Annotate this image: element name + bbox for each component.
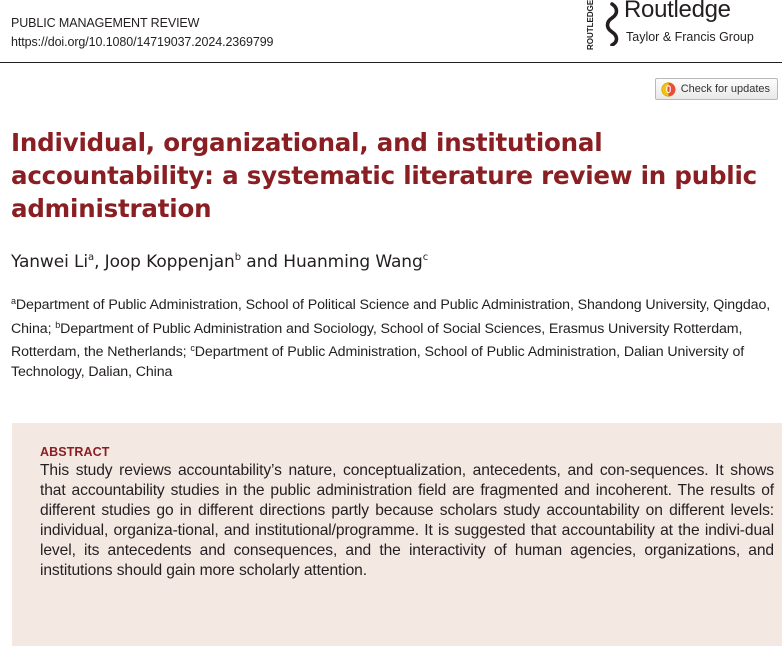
journal-name: PUBLIC MANAGEMENT REVIEW	[11, 16, 200, 30]
journal-header	[11, 14, 273, 52]
author-separator: ,	[94, 252, 105, 272]
affiliation-text: Department of Public Administration, School of Public Administration, Dalian University of Technology, Dalian, China	[11, 344, 745, 380]
check-for-updates-button[interactable]	[655, 78, 778, 100]
author-name[interactable]: Joop Koppenjan	[104, 252, 235, 272]
publisher-name: Routledge	[624, 0, 731, 23]
header-divider	[0, 62, 782, 63]
author-list	[11, 246, 428, 274]
publisher-group: Taylor & Francis Group	[626, 30, 754, 44]
abstract-box	[12, 423, 782, 646]
affiliation-mark: c	[190, 343, 195, 353]
publisher-logo	[586, 0, 776, 52]
abstract-heading: ABSTRACT	[40, 445, 110, 459]
affiliation-mark: a	[11, 296, 16, 306]
doi-link[interactable]: https://doi.org/10.1080/14719037.2024.2369799	[11, 35, 274, 49]
check-for-updates-label: Check for updates	[680, 83, 770, 95]
publisher-vertical-wordmark: ROUTLEDGE	[586, 0, 595, 50]
article-title: Individual, organizational, and institutional accountability: a systematic literature review in public administration	[11, 128, 758, 223]
affiliations	[11, 292, 779, 382]
affiliation-mark: b	[55, 319, 61, 330]
affiliation-mark: b	[234, 252, 241, 263]
crossmark-icon	[661, 82, 676, 97]
affiliation-mark: a	[88, 252, 95, 263]
abstract-text: This study reviews accountability’s nature, conceptualization, antecedents, and con-sequences. It shows that accountability studies in the public administration field are fragmented and incoherent. The results of different studies go in different directions partly because scholars study accountability on different levels: individual, organiza-tional, and institutional/programme. It is suggested that accountability at the indivi-dual level, its antecedents and consequences, and the interactivity of human agencies, organizations, and institutions should gain more scholarly attention.	[40, 462, 774, 579]
author-separator: and	[240, 252, 284, 272]
author-name[interactable]: Yanwei Li	[11, 252, 89, 272]
affiliation-text: Department of Public Administration and Sociology, School of Social Sciences, Erasmus University Rotterdam, Rotterdam, the Netherlands;	[11, 320, 743, 360]
author-name[interactable]: Huanming Wang	[283, 252, 423, 272]
affiliation-text: Department of Public Administration, School of Political Science and Public Administration, Shandong University, Qingdao, China;	[11, 297, 771, 337]
affiliation-mark: c	[422, 252, 429, 263]
routledge-logo-icon	[604, 2, 620, 46]
